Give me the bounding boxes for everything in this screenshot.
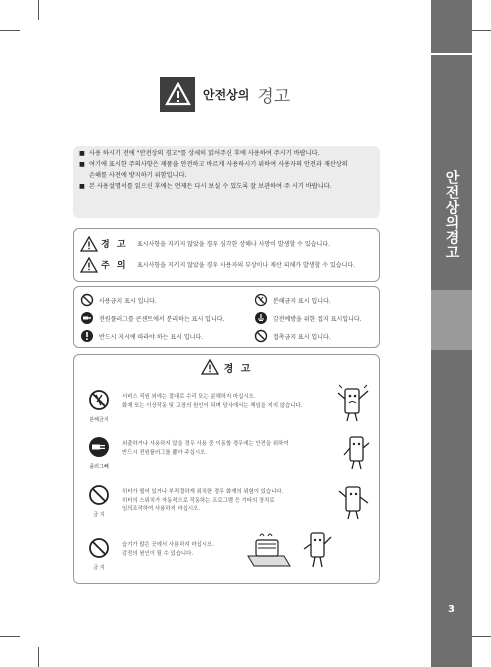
page-number: 3 bbox=[448, 604, 455, 615]
heater-character-illustration bbox=[336, 479, 372, 521]
item-caption: 금 지 bbox=[93, 565, 105, 571]
symbol-mandatory: 반드시 지시에 따라야 하는 표시 입니다. bbox=[80, 329, 254, 343]
crop-mark bbox=[38, 647, 39, 667]
no-touch-icon bbox=[254, 329, 268, 343]
symbol-ground: 감전예방을 위한 접지 표시입니다. bbox=[254, 311, 373, 325]
sidebar-title: 안전상의경고 bbox=[443, 170, 460, 260]
warning-description: 표시사항을 지키지 않았을 경우 심각한 상해나 사망이 발생할 수 있습니다. bbox=[137, 241, 330, 248]
severity-legend bbox=[73, 228, 380, 282]
no-disassemble-icon bbox=[88, 389, 110, 411]
item-caption: 금 지 bbox=[93, 512, 105, 518]
crop-mark bbox=[470, 636, 491, 637]
ground-icon bbox=[254, 311, 268, 325]
warnings-box bbox=[73, 354, 380, 584]
heater-character-illustration bbox=[302, 527, 334, 571]
crop-mark bbox=[0, 30, 20, 31]
symbol-unplug: 전원플러그를 콘센트에서 분리하는 표시 입니다. bbox=[80, 311, 254, 325]
intro-item: ■ 여기에 표시한 주의사항은 제품을 안전하고 바르게 사용하시기 위하여 사용자의 안전과 재산상의 bbox=[79, 161, 348, 168]
intro-box bbox=[73, 146, 380, 218]
warning-label: 경 고 bbox=[101, 240, 128, 250]
warning-triangle-icon bbox=[201, 359, 219, 375]
symbol-no-touch: 접촉금지 표시 입니다. bbox=[254, 329, 373, 343]
page-header bbox=[160, 74, 290, 114]
item-text: 외출하거나 사용하지 않을 경우 사용 중 이동할 경우에는 안전을 위하여 bbox=[122, 441, 289, 447]
legend-row-caution bbox=[80, 254, 373, 275]
legend-row-warning bbox=[80, 233, 373, 254]
page-title: 안전상의 bbox=[203, 87, 250, 102]
item-text: 화재 또는 이상작동 및 고장의 원인이 되며 당사에서는 책임을 지지 않습니다. bbox=[122, 402, 303, 409]
item-text: 감전의 원인이 될 수 있습니다. bbox=[122, 550, 194, 557]
page-title-emphasis: 경고 bbox=[257, 86, 291, 107]
intro-item: 손해를 사전에 방지하기 위함입니다. bbox=[89, 172, 187, 179]
item-caption: 분해금지 bbox=[89, 417, 109, 423]
heater-character-illustration bbox=[342, 431, 372, 471]
sidebar-highlight bbox=[431, 290, 472, 350]
item-text: 서비스 직원 외에는 절대로 수리 또는 분해하지 마십시오. bbox=[122, 394, 256, 400]
intro-item: ■ 사용 하시기 전에 "안전상의 경고"를 상세히 읽어주신 후에 사용하여 주시기 바랍니다. bbox=[79, 150, 320, 157]
unplug-icon bbox=[80, 311, 94, 325]
item-text: 히터가 떨어 있거나 부적절하게 위치한 경우 화재의 위험이 있습니다. bbox=[122, 489, 284, 495]
mandatory-icon bbox=[80, 329, 94, 343]
crop-mark bbox=[470, 30, 491, 31]
caution-label: 주 의 bbox=[101, 261, 128, 271]
sidebar-tab bbox=[431, 0, 472, 667]
warning-triangle-icon bbox=[80, 236, 98, 252]
no-disassemble-icon bbox=[254, 293, 268, 307]
prohibit-icon bbox=[88, 484, 110, 506]
heater-character-illustration bbox=[336, 383, 372, 423]
warnings-heading: 경 고 bbox=[74, 359, 379, 375]
symbol-disassemble: 분해금지 표시 입니다. bbox=[254, 293, 373, 307]
item-text: 반드시 전원플러그를 뽑아 주십시오. bbox=[122, 449, 207, 456]
warning-triangle-icon bbox=[160, 77, 195, 112]
item-text: 임의조작하여 사용하지 마십시오. bbox=[122, 506, 201, 512]
item-caption: 플러그빼 bbox=[89, 464, 109, 470]
item-text: 히터의 스위치가 자동적으로 작동하는 프로그램 등 기타의 장치로 bbox=[122, 497, 275, 504]
symbol-legend bbox=[73, 286, 380, 348]
prohibit-icon bbox=[80, 293, 94, 307]
unplug-icon bbox=[88, 436, 110, 458]
heater-in-water-illustration bbox=[244, 530, 304, 570]
intro-item: ■ 본 사용설명서를 읽으신 후에는 언제든 다시 보실 수 있도록 잘 보관하여 주 시기 바랍니다. bbox=[79, 183, 332, 190]
sidebar-divider bbox=[431, 53, 472, 55]
item-text: 습기가 많은 곳에서 사용하지 마십시오. bbox=[122, 542, 214, 548]
caution-triangle-icon bbox=[80, 257, 98, 273]
crop-mark bbox=[38, 0, 39, 20]
crop-mark bbox=[0, 636, 20, 637]
caution-description: 표시사항을 지키지 않았을 경우 사용자의 부상이나 재산 피해가 발생할 수 있습니다. bbox=[137, 262, 356, 269]
symbol-prohibit: 사용금지 표시 입니다. bbox=[80, 293, 254, 307]
prohibit-icon bbox=[88, 537, 110, 559]
